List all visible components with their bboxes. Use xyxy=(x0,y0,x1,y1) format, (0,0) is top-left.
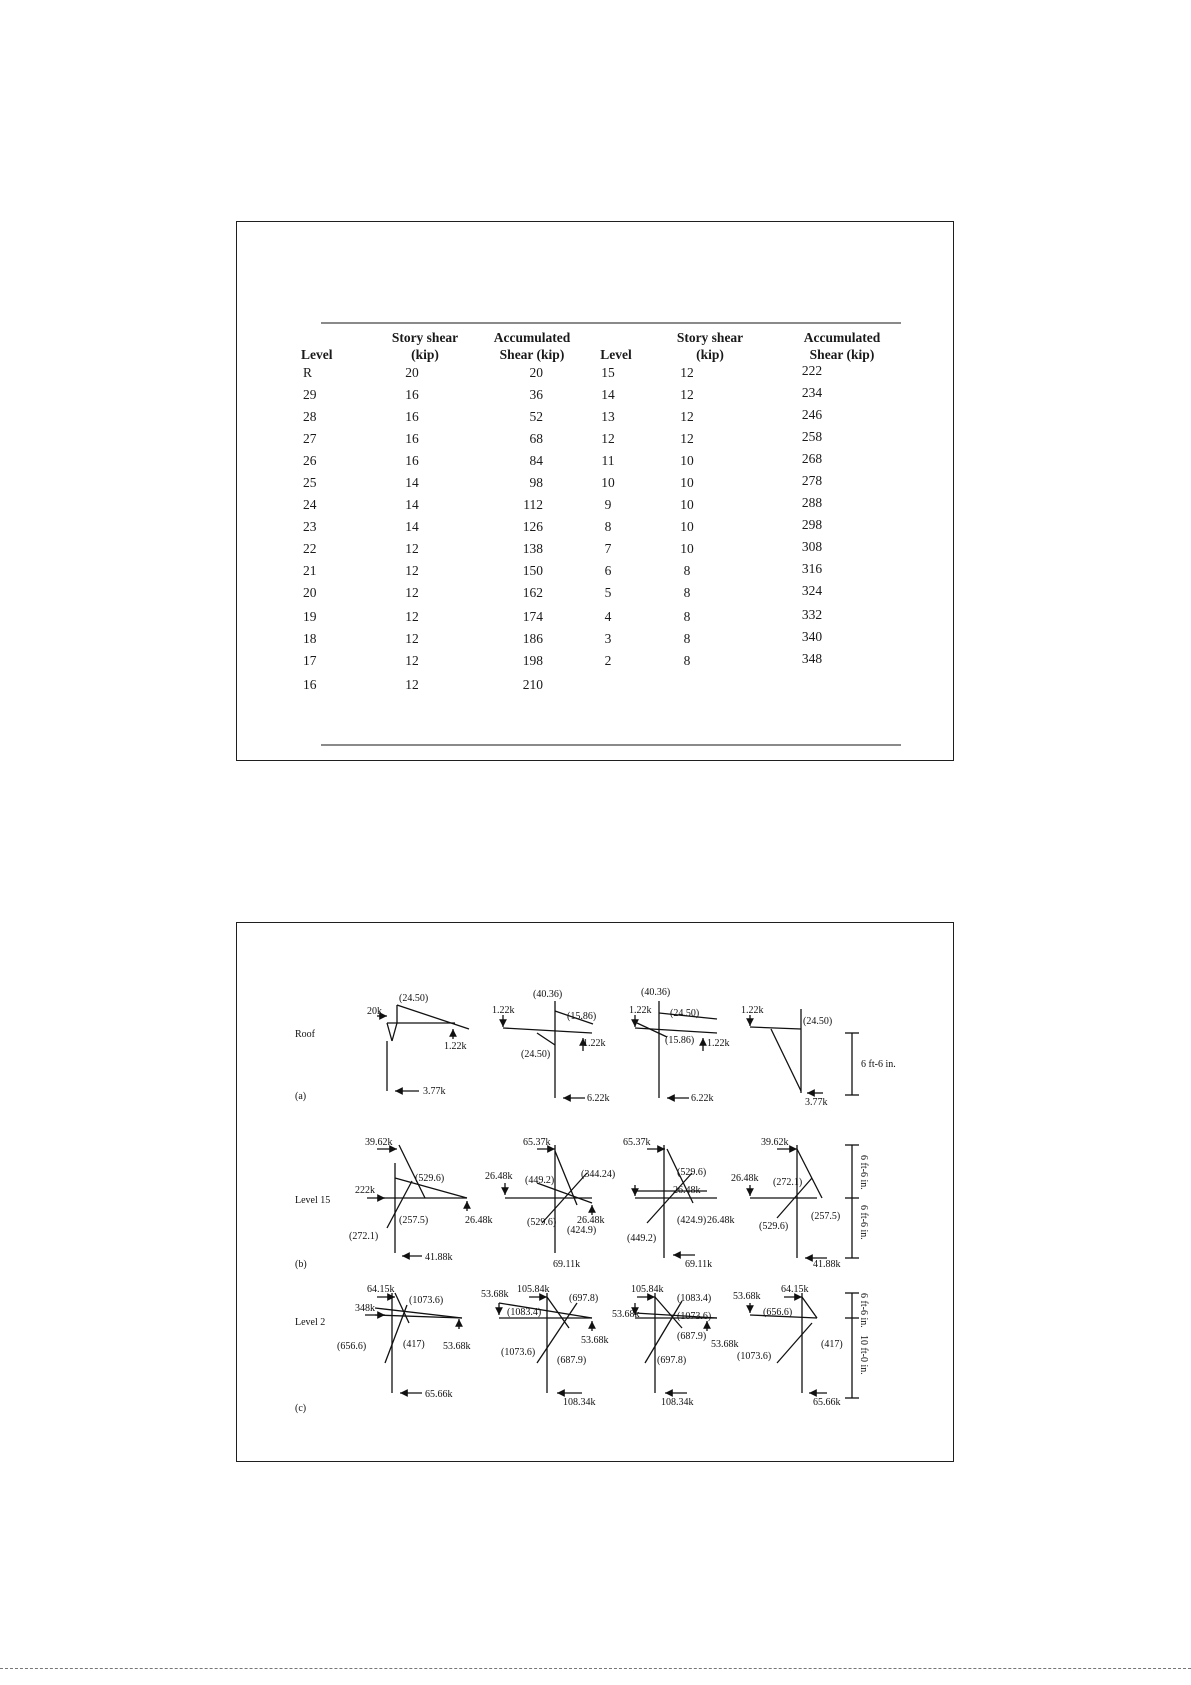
l15-d2-label: 26.48k xyxy=(577,1215,605,1226)
l15-d4-label: 41.88k xyxy=(813,1259,841,1270)
l15-dim-top: 6 ft-6 in. xyxy=(858,1155,869,1190)
row-label-level2: Level 2 xyxy=(295,1317,326,1328)
table-cell-accumulated: 138 xyxy=(522,541,543,556)
l15-d1-label: 41.88k xyxy=(425,1252,453,1263)
l15-dim-bottom: 6 ft-6 in. xyxy=(858,1205,869,1240)
table-cell-story-shear: 8 xyxy=(683,631,691,646)
l15-d2-label: 69.11k xyxy=(553,1259,581,1270)
table-cell-level: 21 xyxy=(303,563,317,578)
roof-d3-label: (15.86) xyxy=(665,1035,695,1046)
l2-d3-label: 108.34k xyxy=(661,1397,694,1408)
l2-d2-label: (1083.4) xyxy=(507,1307,542,1318)
table-top-rule xyxy=(321,322,901,324)
l2-d2-label: 53.68k xyxy=(581,1335,609,1346)
roof-d3-label: 1.22k xyxy=(707,1038,730,1049)
row-tag-a: (a) xyxy=(295,1091,307,1102)
table-cell-story-shear: 10 xyxy=(680,453,694,468)
table-cell-story-shear: 8 xyxy=(683,653,691,668)
l2-d4-label: (656.6) xyxy=(763,1307,793,1318)
table-cell-accumulated: 298 xyxy=(801,517,823,532)
l15-d3-label: 69.11k xyxy=(685,1259,713,1270)
table-cell-story-shear: 12 xyxy=(680,365,694,380)
table-cell-accumulated: 98 xyxy=(529,475,543,490)
roof-d1-label: 1.22k xyxy=(444,1041,467,1052)
l2-d4-label: (1073.6) xyxy=(737,1351,772,1362)
l15-d2-label: (424.9) xyxy=(567,1225,597,1236)
header-level-right: Level xyxy=(600,347,632,362)
l15-d2-label: (344.24) xyxy=(581,1169,616,1180)
table-cell-accumulated: 186 xyxy=(522,631,543,646)
table-cell-story-shear: 12 xyxy=(405,541,419,556)
l15-d2-label: (449.2) xyxy=(525,1175,555,1186)
table-cell-level: 5 xyxy=(604,585,612,600)
table-cell-accumulated: 288 xyxy=(801,495,823,510)
table-cell-level: 8 xyxy=(604,519,612,534)
roof-d3-label: (40.36) xyxy=(641,987,671,998)
table-cell-accumulated: 308 xyxy=(801,539,823,554)
row-label-level15: Level 15 xyxy=(295,1195,331,1206)
roof-d2-label: 6.22k xyxy=(587,1093,610,1104)
table-cell-accumulated: 20 xyxy=(529,365,543,380)
l15-d1-label: 222k xyxy=(355,1185,375,1196)
roof-d2-label: (15.86) xyxy=(567,1011,597,1022)
table-cell-level: 9 xyxy=(604,497,612,512)
table-cell-story-shear: 14 xyxy=(405,497,419,512)
l15-d2-label: 26.48k xyxy=(485,1171,513,1182)
l15-d3-label: 26.48k xyxy=(707,1215,735,1226)
row-tag-b: (b) xyxy=(295,1259,307,1270)
l2-d4-label: (417) xyxy=(821,1339,843,1350)
table-cell-story-shear: 16 xyxy=(405,387,419,402)
l15-d3-label: (529.6) xyxy=(677,1167,707,1178)
table-cell-level: 15 xyxy=(601,365,615,380)
row-label-roof: Roof xyxy=(295,1029,315,1040)
table-cell-accumulated: 210 xyxy=(522,677,543,692)
l2-d1-label: 53.68k xyxy=(443,1341,471,1352)
table-cell-level: 14 xyxy=(601,387,615,402)
l2-d3-label: 105.84k xyxy=(631,1284,664,1295)
l2-d2-label: (687.9) xyxy=(557,1355,587,1366)
l15-d1-label: 39.62k xyxy=(365,1137,393,1148)
l2-d2-label: 108.34k xyxy=(563,1397,596,1408)
roof-d3-label: (24.50) xyxy=(670,1008,700,1019)
l2-d2-label: (697.8) xyxy=(569,1293,599,1304)
table-cell-accumulated: 174 xyxy=(522,609,543,624)
roof-d3-label: 6.22k xyxy=(691,1093,714,1104)
l2-d4-label: 53.68k xyxy=(733,1291,761,1302)
header-accumulated-left: Accumulated Shear (kip) xyxy=(493,330,571,362)
slide-free-body-diagrams xyxy=(236,922,954,1462)
l15-d1-label: (529.6) xyxy=(415,1173,445,1184)
l2-d1-label: 65.66k xyxy=(425,1389,453,1400)
l2-d3-label: (697.8) xyxy=(657,1355,687,1366)
table-cell-level: 28 xyxy=(303,409,317,424)
table-cell-level: 24 xyxy=(303,497,317,512)
table-cell-story-shear: 20 xyxy=(405,365,419,380)
l2-d3-label: (1073.6) xyxy=(677,1311,712,1322)
l15-d4-label: (529.6) xyxy=(759,1221,789,1232)
l15-d1-label: 26.48k xyxy=(465,1215,493,1226)
table-cell-accumulated: 246 xyxy=(801,407,823,422)
table-cell-accumulated: 112 xyxy=(523,497,543,512)
table-cell-story-shear: 16 xyxy=(405,409,419,424)
table-cell-story-shear: 12 xyxy=(405,677,419,692)
table-cell-level: 13 xyxy=(601,409,615,424)
l2-d1-label: (656.6) xyxy=(337,1341,367,1352)
table-cell-level: 10 xyxy=(601,475,615,490)
l2-dim-top: 6 ft-6 in. xyxy=(858,1293,869,1328)
table-cell-accumulated: 316 xyxy=(801,561,823,576)
table-cell-story-shear: 12 xyxy=(680,431,694,446)
table-cell-accumulated: 222 xyxy=(801,363,823,378)
table-cell-level: 16 xyxy=(303,677,317,692)
table-bottom-rule xyxy=(321,744,901,746)
l15-d1-label: (272.1) xyxy=(349,1231,379,1242)
table-cell-accumulated: 198 xyxy=(522,653,543,668)
table-cell-story-shear: 14 xyxy=(405,519,419,534)
table-cell-accumulated: 84 xyxy=(529,453,543,468)
l15-d3-label: (424.9) xyxy=(677,1215,707,1226)
table-cell-accumulated: 258 xyxy=(801,429,823,444)
table-cell-accumulated: 268 xyxy=(801,451,823,466)
table-cell-accumulated: 162 xyxy=(522,585,543,600)
l2-d4-label: 65.66k xyxy=(813,1397,841,1408)
table-cell-accumulated: 348 xyxy=(801,651,823,666)
header-story-shear-right: Story shear (kip) xyxy=(676,330,744,362)
table-cell-story-shear: 12 xyxy=(405,585,419,600)
table-cell-story-shear: 12 xyxy=(405,631,419,646)
table-cell-level: 3 xyxy=(604,631,612,646)
table-cell-story-shear: 12 xyxy=(405,653,419,668)
l2-d2-label: 53.68k xyxy=(481,1289,509,1300)
table-cell-level: 23 xyxy=(303,519,317,534)
roof-dim-label: 6 ft-6 in. xyxy=(861,1059,896,1070)
table-cell-story-shear: 10 xyxy=(680,541,694,556)
table-cell-story-shear: 16 xyxy=(405,453,419,468)
roof-d1-label: 20k xyxy=(367,1006,382,1017)
l15-d3-label: 26.48k xyxy=(673,1185,701,1196)
table-cell-accumulated: 36 xyxy=(529,387,543,402)
free-body-diagram-figure xyxy=(237,923,953,1461)
row-tag-c: (c) xyxy=(295,1403,307,1414)
l2-dim-bottom: 10 ft-0 in. xyxy=(858,1335,869,1375)
l15-d2-label: 65.37k xyxy=(523,1137,551,1148)
roof-d4-label: (24.50) xyxy=(803,1016,833,1027)
l2-d3-label: 53.68k xyxy=(612,1309,640,1320)
table-cell-story-shear: 8 xyxy=(683,585,691,600)
l2-d1-label: (417) xyxy=(403,1339,425,1350)
table-cell-accumulated: 234 xyxy=(801,385,823,400)
table-cell-accumulated: 278 xyxy=(801,473,823,488)
table-cell-story-shear: 12 xyxy=(680,409,694,424)
roof-d2-label: 1.22k xyxy=(583,1038,606,1049)
l2-d2-label: 105.84k xyxy=(517,1284,550,1295)
l2-d1-label: 348k xyxy=(355,1303,375,1314)
table-cell-story-shear: 8 xyxy=(683,563,691,578)
table-cell-story-shear: 12 xyxy=(680,387,694,402)
table-cell-accumulated: 150 xyxy=(522,563,543,578)
table-cell-accumulated: 340 xyxy=(801,629,823,644)
roof-d2-label: 1.22k xyxy=(492,1005,515,1016)
table-cell-accumulated: 126 xyxy=(522,519,543,534)
table-cell-level: 12 xyxy=(601,431,615,446)
table-cell-level: 11 xyxy=(601,453,615,468)
table-cell-level: 27 xyxy=(303,431,317,446)
l15-d4-label: 26.48k xyxy=(731,1173,759,1184)
table-cell-accumulated: 52 xyxy=(529,409,543,424)
table-cell-level: 6 xyxy=(604,563,612,578)
header-accumulated-right: Accumulated Shear (kip) xyxy=(803,330,881,362)
table-cell-level: 2 xyxy=(604,653,612,668)
roof-d2-label: (40.36) xyxy=(533,989,563,1000)
table-cell-level: 7 xyxy=(604,541,612,556)
table-cell-level: 18 xyxy=(303,631,317,646)
l2-d1-label: (1073.6) xyxy=(409,1295,444,1306)
table-cell-story-shear: 10 xyxy=(680,475,694,490)
page-bottom-divider xyxy=(0,1668,1191,1670)
l2-d3-label: (687.9) xyxy=(677,1331,707,1342)
roof-d4-label: 1.22k xyxy=(741,1005,764,1016)
l2-d3-label: 53.68k xyxy=(711,1339,739,1350)
roof-d4-label: 3.77k xyxy=(805,1097,828,1108)
table-cell-story-shear: 8 xyxy=(683,609,691,624)
l2-d1-label: 64.15k xyxy=(367,1284,395,1295)
l15-d3-label: 65.37k xyxy=(623,1137,651,1148)
l2-d2-label: (1073.6) xyxy=(501,1347,536,1358)
table-cell-level: 22 xyxy=(303,541,317,556)
table-cell-story-shear: 10 xyxy=(680,497,694,512)
table-cell-story-shear: 12 xyxy=(405,609,419,624)
l15-d3-label: (449.2) xyxy=(627,1233,657,1244)
table-cell-level: R xyxy=(303,365,313,380)
table-cell-story-shear: 12 xyxy=(405,563,419,578)
table-cell-level: 19 xyxy=(303,609,317,624)
table-cell-accumulated: 332 xyxy=(801,607,823,622)
table-cell-accumulated: 324 xyxy=(801,583,823,598)
header-level-left: Level xyxy=(301,347,333,362)
table-cell-level: 26 xyxy=(303,453,317,468)
l15-d4-label: 39.62k xyxy=(761,1137,789,1148)
l15-d2-label: (529.6) xyxy=(527,1217,557,1228)
roof-d1-label: (24.50) xyxy=(399,993,429,1004)
table-cell-story-shear: 10 xyxy=(680,519,694,534)
l15-d4-label: (272.1) xyxy=(773,1177,803,1188)
l2-d4-label: 64.15k xyxy=(781,1284,809,1295)
table-cell-accumulated: 68 xyxy=(529,431,543,446)
header-story-shear-left: Story shear (kip) xyxy=(391,330,459,362)
table-cell-level: 20 xyxy=(303,585,317,600)
slide-story-shear-table xyxy=(236,221,954,761)
roof-d1-label: 3.77k xyxy=(423,1086,446,1097)
table-cell-level: 29 xyxy=(303,387,317,402)
table-cell-level: 17 xyxy=(303,653,317,668)
roof-d3-label: 1.22k xyxy=(629,1005,652,1016)
table-cell-level: 25 xyxy=(303,475,317,490)
l2-d3-label: (1083.4) xyxy=(677,1293,712,1304)
table-cell-story-shear: 16 xyxy=(405,431,419,446)
table-cell-level: 4 xyxy=(604,609,612,624)
l15-d1-label: (257.5) xyxy=(399,1215,429,1226)
l15-d4-label: (257.5) xyxy=(811,1211,841,1222)
roof-d2-label: (24.50) xyxy=(521,1049,551,1060)
table-cell-story-shear: 14 xyxy=(405,475,419,490)
